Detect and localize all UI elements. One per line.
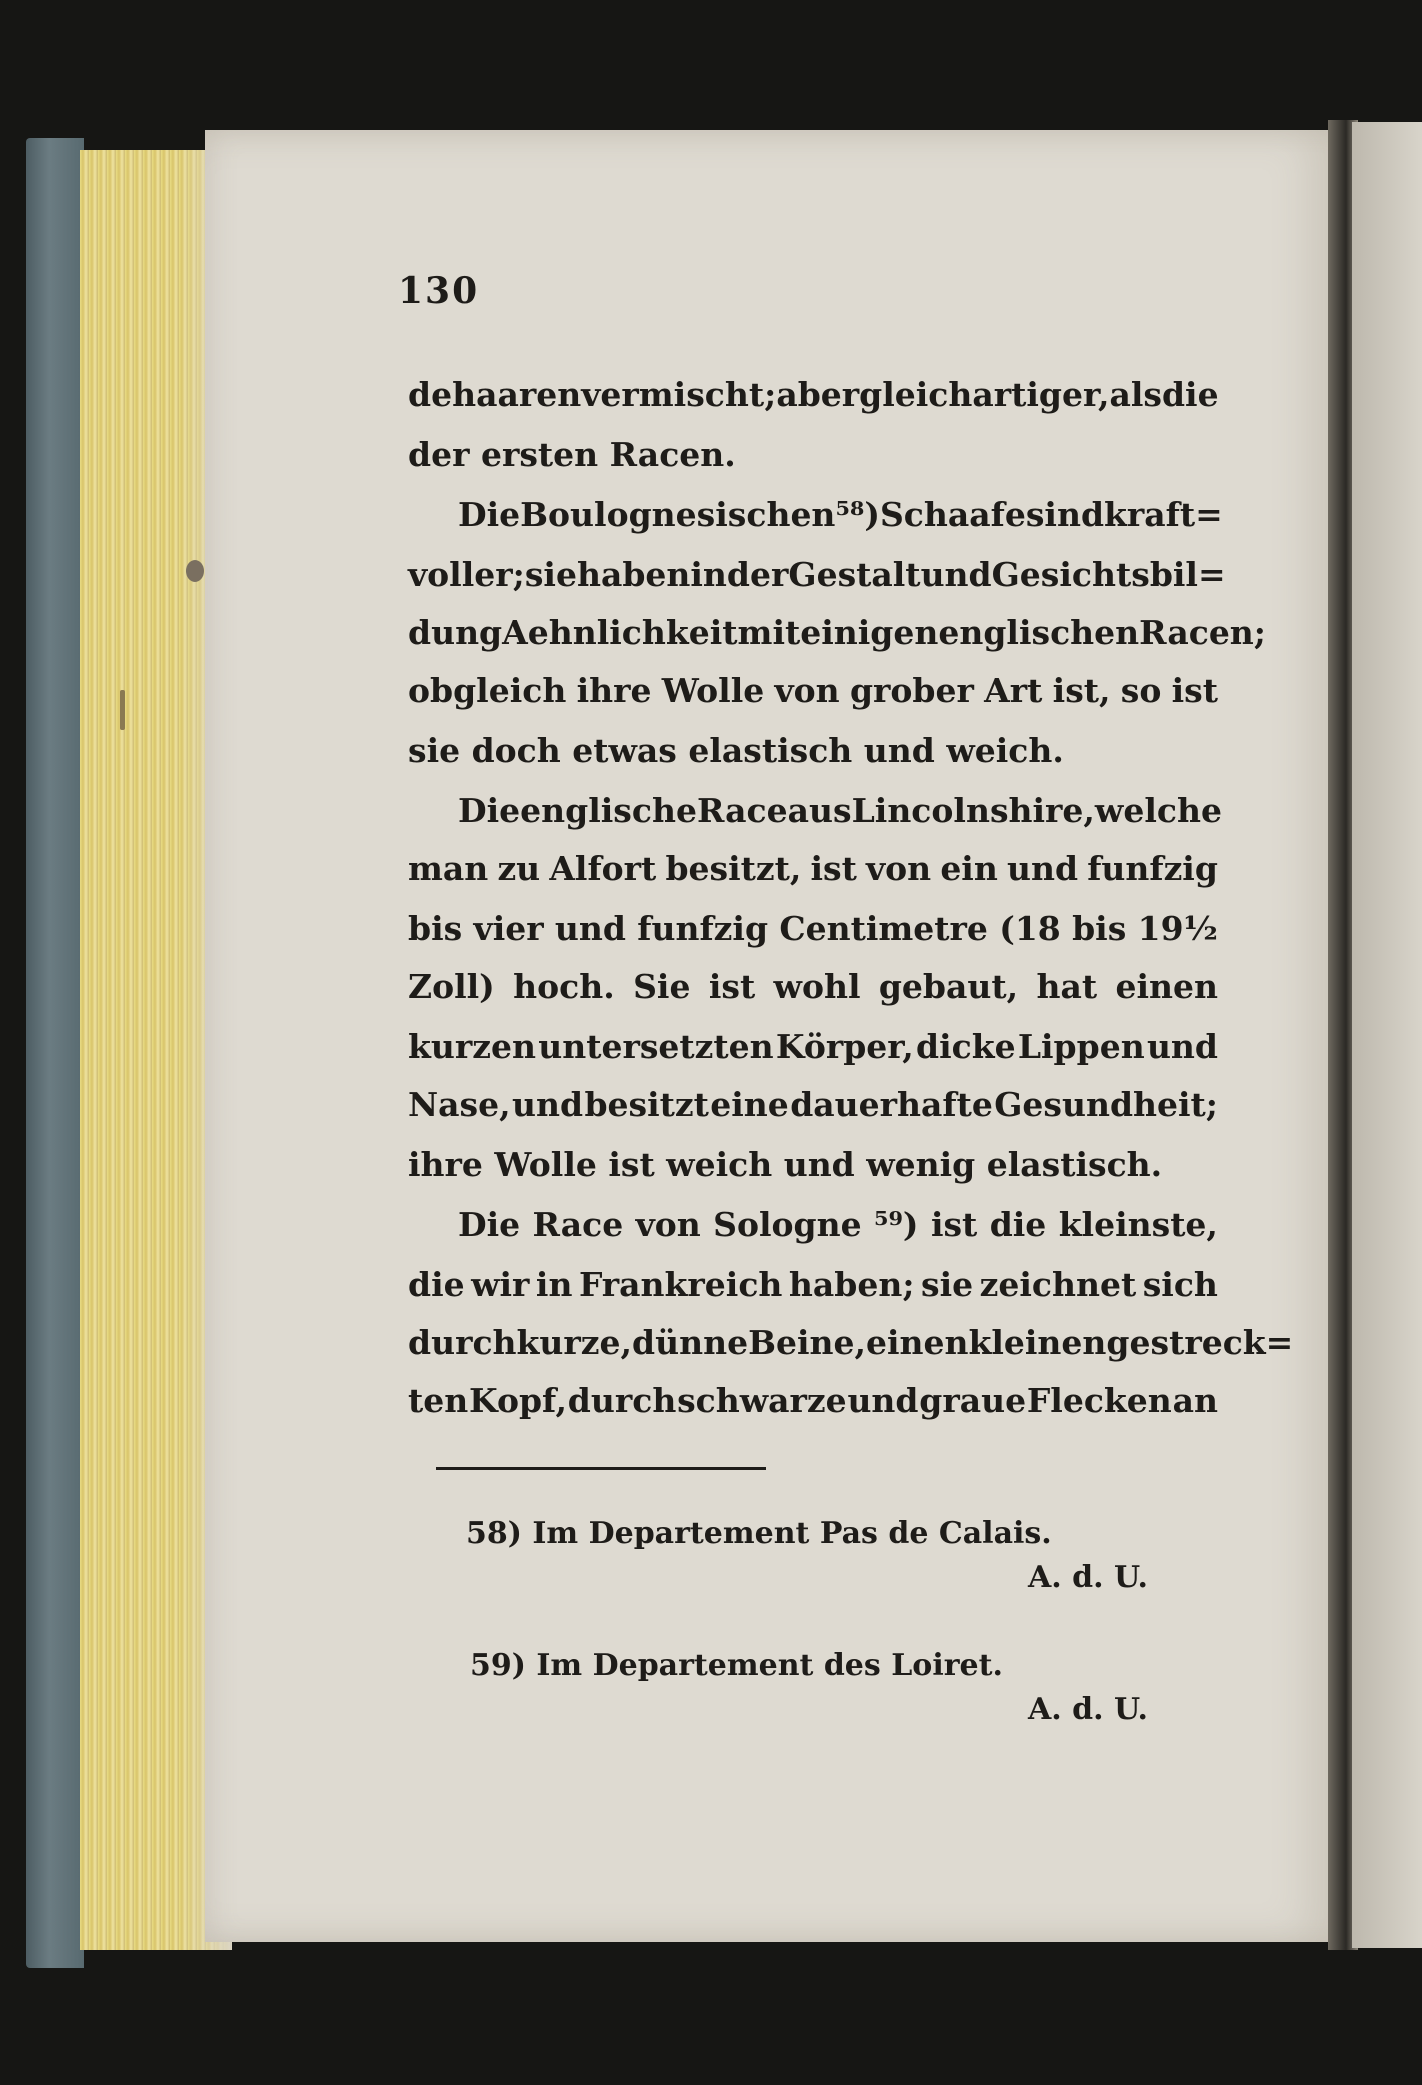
text-line: ihre Wolle ist weich und wenig elastisch. xyxy=(408,1145,1163,1184)
text-line: Die englische Race aus Lincolnshire, welche xyxy=(458,791,1222,830)
text-line: der ersten Racen. xyxy=(408,435,736,474)
text-line: man zu Alfort besitzt, ist von ein und funfzig xyxy=(408,849,1218,888)
text-line: dehaaren vermischt; aber gleichartiger, als die xyxy=(408,375,1219,414)
text-line: ten Kopf, durch schwarze und graue Flecken an xyxy=(408,1381,1218,1420)
footnote-separator xyxy=(436,1467,766,1470)
text-line: Die Race von Sologne ⁵⁹) ist die kleinste, xyxy=(458,1205,1218,1244)
text-line: kurzen untersetzten Körper, dicke Lippen und xyxy=(408,1027,1218,1066)
text-line: obgleich ihre Wolle von grober Art ist, so ist xyxy=(408,671,1218,710)
footnote-59: 59) Im Departement des Loiret. xyxy=(470,1648,1003,1683)
footnote-58: 58) Im Departement Pas de Calais. xyxy=(466,1516,1052,1551)
text-line: Zoll) hoch. Sie ist wohl gebaut, hat einen xyxy=(408,967,1218,1006)
page-number: 130 xyxy=(398,270,480,312)
text-line: durch kurze, dünne Beine, einen kleinen gestreck= xyxy=(408,1323,1294,1362)
text-line: sie doch etwas elastisch und weich. xyxy=(408,731,1064,770)
text-line: Die Boulognesischen ⁵⁸) Schaafe sind kraft= xyxy=(458,495,1223,534)
text-line: Nase, und besitzt eine dauerhafte Gesundheit; xyxy=(408,1085,1218,1124)
text-line: die wir in Frankreich haben; sie zeichnet sich xyxy=(408,1265,1218,1304)
text-line: dung Aehnlichkeit mit einigen englischen Racen; xyxy=(408,613,1266,652)
footnote-58-credit: A. d. U. xyxy=(1028,1560,1148,1595)
paper-stain xyxy=(186,560,204,582)
footnote-59-credit: A. d. U. xyxy=(1028,1692,1148,1727)
text-line: voller; sie haben in der Gestalt und Gesichtsbil= xyxy=(408,555,1226,594)
facing-page-edge xyxy=(1352,122,1422,1948)
paper-stain xyxy=(120,690,125,730)
text-line: bis vier und funfzig Centimetre (18 bis 19½ xyxy=(408,909,1218,948)
book-cover-edge xyxy=(26,138,84,1968)
